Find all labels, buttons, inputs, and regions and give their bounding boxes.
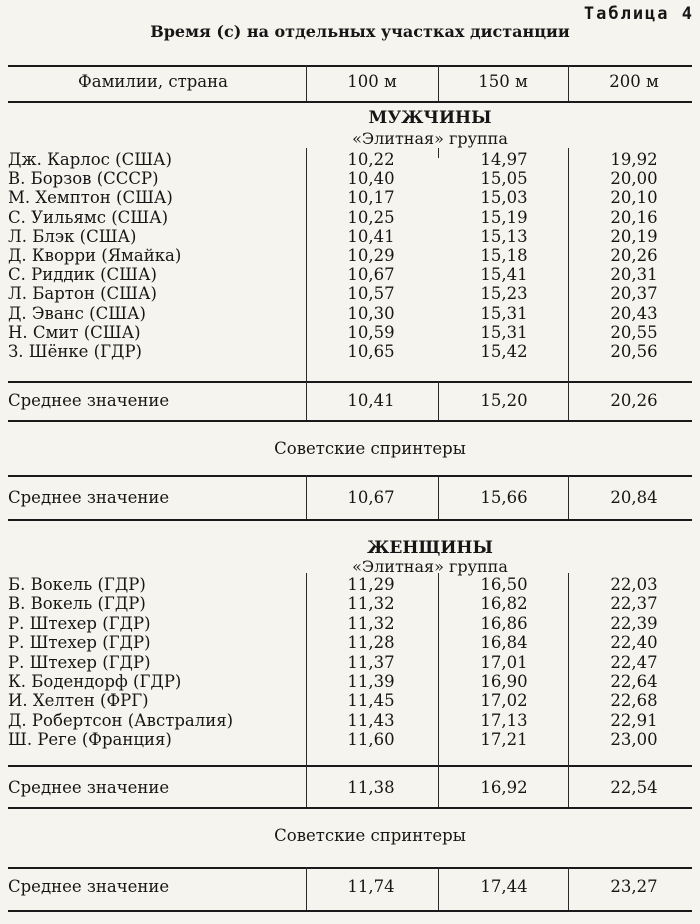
time-100m: 10,40 [347,169,395,189]
rule-men-sov-bottom [8,519,692,521]
time-100m: 10,29 [347,246,395,265]
table-row [0,614,700,633]
athlete-name: Р. Штехер (ГДР) [8,652,151,672]
table-row [0,323,700,342]
rule-women-avg-top [8,765,692,767]
time-100m: 10,57 [347,284,395,304]
time-200m: 22,68 [610,691,658,711]
women-soviet-label: Среднее значение [8,877,170,896]
time-150m: 15,18 [480,246,528,265]
athlete-name: Дж. Карлос (США) [8,150,172,169]
time-200m: 20,10 [610,188,658,208]
time-150m: 16,86 [480,613,528,633]
table-row [0,691,700,710]
table-row [0,575,700,594]
athlete-name: С. Риддик (США) [8,265,157,285]
table-row [0,730,700,749]
athlete-name: Р. Штехер (ГДР) [8,613,151,633]
time-100m: 11,32 [347,594,395,614]
time-100m: 10,41 [347,226,395,246]
time-100m: 10,17 [347,188,395,208]
time-150m: 15,13 [480,226,528,246]
header-200m: 200 м [609,72,659,91]
time-100m: 11,29 [347,575,395,594]
time-200m: 20,55 [610,322,658,342]
time-150m: 15,41 [480,265,528,285]
time-150m: 15,31 [480,322,528,342]
athlete-name: В. Борзов (СССР) [8,169,159,189]
men-average-row [0,391,700,410]
men-soviet-150m: 15,66 [480,488,528,507]
time-200m: 22,64 [610,672,658,691]
time-100m: 10,25 [347,207,395,227]
time-100m: 10,22 [347,150,395,169]
table-row [0,633,700,652]
time-100m: 10,65 [347,342,395,361]
time-200m: 20,19 [610,226,658,246]
time-150m: 15,42 [480,342,528,361]
athlete-name: В. Вокель (ГДР) [8,594,146,614]
time-150m: 15,19 [480,207,528,227]
women-soviet-title: Советские спринтеры [274,826,466,845]
time-100m: 11,43 [347,710,395,730]
table-row [0,304,700,323]
table-row [0,265,700,284]
header-150m: 150 м [478,72,528,91]
time-200m: 22,39 [610,613,658,633]
athlete-name: С. Уильямс (США) [8,207,169,227]
rule-men-sov-top [8,475,692,477]
time-100m: 10,30 [347,303,395,323]
time-200m: 20,56 [610,342,658,361]
athlete-name: Р. Штехер (ГДР) [8,633,151,653]
table-row [0,594,700,613]
time-150m: 14,97 [480,150,528,169]
women-average-label: Среднее значение [8,778,170,797]
men-average-label: Среднее значение [8,391,170,410]
time-100m: 11,45 [347,691,395,711]
table-row [0,208,700,227]
athlete-name: Н. Смит (США) [8,322,141,342]
header-100m: 100 м [347,72,397,91]
time-200m: 20,37 [610,284,658,304]
table-row [0,672,700,691]
rule-men-avg-bottom [8,420,692,422]
athlete-name: М. Хемптон (США) [8,188,173,208]
time-100m: 11,37 [347,652,395,672]
time-150m: 15,31 [480,303,528,323]
women-soviet-100m: 11,74 [347,877,395,896]
time-150m: 15,05 [480,169,528,189]
men-average-150m: 15,20 [480,391,528,410]
time-150m: 17,13 [480,710,528,730]
header-name: Фамилии, страна [78,72,228,91]
table-row [0,188,700,207]
time-150m: 16,50 [480,575,528,594]
time-100m: 11,60 [347,730,395,750]
table-row [0,711,700,730]
women-average-150m: 16,92 [480,778,528,797]
men-title: МУЖЧИНЫ [368,108,492,128]
athlete-name: К. Бодендорф (ГДР) [8,672,182,691]
time-200m: 19,92 [610,150,658,169]
time-200m: 22,37 [610,594,658,614]
athlete-name: Б. Вокель (ГДР) [8,575,146,594]
time-150m: 16,84 [480,633,528,653]
table-row [0,246,700,265]
time-200m: 23,00 [610,730,658,750]
men-average-100m: 10,41 [347,391,395,410]
athlete-name: И. Хелтен (ФРГ) [8,691,149,711]
men-soviet-label: Среднее значение [8,488,170,507]
table-row [0,653,700,672]
rule-women-sov-bottom [8,910,692,912]
rule-top [8,65,692,67]
athlete-name: З. Шёнке (ГДР) [8,342,142,361]
time-100m: 11,32 [347,613,395,633]
women-soviet-row [0,877,700,896]
table-row [0,169,700,188]
time-200m: 20,16 [610,207,658,227]
time-150m: 16,82 [480,594,528,614]
women-title: ЖЕНЩИНЫ [367,538,493,558]
time-100m: 11,28 [347,633,395,653]
time-150m: 17,01 [480,652,528,672]
rule-men-avg-top [8,381,692,383]
athlete-name: Д. Робертсон (Австралия) [8,710,234,730]
rule-women-avg-bottom [8,807,692,809]
time-100m: 11,39 [347,672,395,691]
time-200m: 22,40 [610,633,658,653]
table-number: Таблица 4 [583,4,694,24]
time-200m: 20,00 [610,169,658,189]
time-150m: 16,90 [480,672,528,691]
time-150m: 17,02 [480,691,528,711]
time-150m: 17,21 [480,730,528,750]
women-average-row [0,778,700,797]
table-caption: Время (с) на отдельных участках дистанции [150,22,570,41]
men-average-200m: 20,26 [610,391,658,410]
rule-header-bottom [8,101,692,103]
rule-women-sov-top [8,867,692,869]
men-soviet-row [0,488,700,507]
women-soviet-150m: 17,44 [480,877,528,896]
men-subtitle: «Элитная» группа [352,129,508,148]
women-average-200m: 22,54 [610,778,658,797]
time-200m: 20,43 [610,303,658,323]
table-row [0,150,700,169]
women-average-100m: 11,38 [347,778,395,797]
athlete-name: Л. Блэк (США) [8,226,137,246]
table-row [0,342,700,361]
time-150m: 15,03 [480,188,528,208]
athlete-name: Д. Кворри (Ямайка) [8,246,182,265]
time-200m: 22,03 [610,575,658,594]
women-soviet-200m: 23,27 [610,877,658,896]
athlete-name: Л. Бартон (США) [8,284,157,304]
men-soviet-200m: 20,84 [610,488,658,507]
men-soviet-100m: 10,67 [347,488,395,507]
table-row [0,227,700,246]
time-100m: 10,59 [347,322,395,342]
athlete-name: Ш. Реге (Франция) [8,730,172,750]
table-row [0,284,700,303]
time-200m: 22,47 [610,652,658,672]
time-200m: 20,26 [610,246,658,265]
men-soviet-title: Советские спринтеры [274,439,466,458]
athlete-name: Д. Эванс (США) [8,303,146,323]
women-subtitle: «Элитная» группа [352,557,508,576]
time-200m: 20,31 [610,265,658,285]
time-100m: 10,67 [347,265,395,285]
time-150m: 15,23 [480,284,528,304]
time-200m: 22,91 [610,710,658,730]
